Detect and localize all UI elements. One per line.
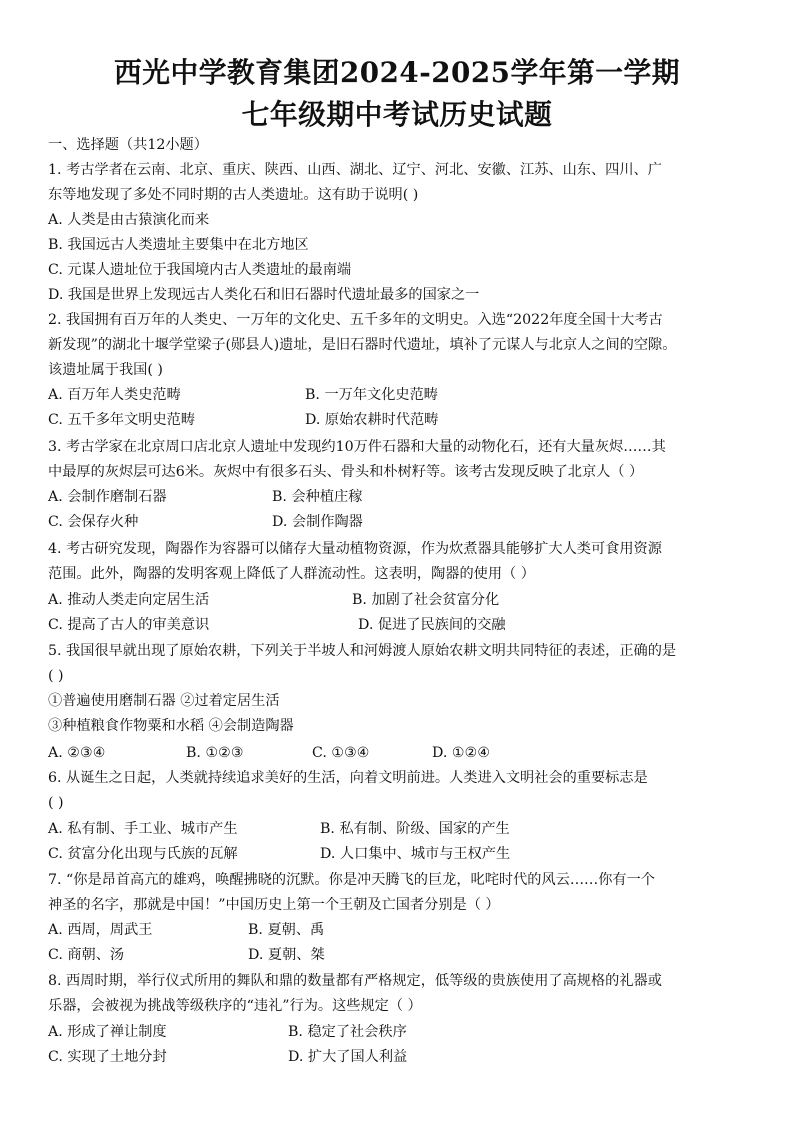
question-6-option-d: D. 人口集中、城市与王权产生	[320, 846, 511, 862]
question-5-option-c: C. ①③④	[312, 745, 370, 761]
question-4-option-c: C. 提高了古人的审美意识	[48, 617, 210, 633]
question-5-line-2: ( )	[48, 668, 64, 684]
question-2-line-1: 2. 我国拥有百万年的人类史、一万年的文化史、五千多年的文明史。入选“2022年度全国十大考古	[48, 312, 663, 328]
question-8-line-2: 乐器，会被视为挑战等级秩序的“违礼”行为。这些规定（ ）	[48, 998, 422, 1014]
question-8-option-d: D. 扩大了国人利益	[288, 1049, 408, 1065]
question-7-line-1: 7. “你是昂首高亢的雄鸡，唤醒拂晓的沉默。你是冲天腾飞的巨龙，叱咤时代的风云……你有一个	[48, 872, 655, 888]
question-2-option-b: B. 一万年文化史范畴	[305, 387, 438, 403]
question-2-option-c: C. 五千多年文明史范畴	[48, 412, 196, 428]
question-4-option-b: B. 加剧了社会贫富分化	[352, 592, 500, 608]
question-5-line-1: 5. 我国很早就出现了原始农耕，下列关于半坡人和河姆渡人原始农耕文明共同特征的表述，正确的是	[48, 643, 677, 659]
question-4-line-2: 范围。此外，陶器的发明客观上降低了人群流动性。这表明，陶器的使用（ ）	[48, 566, 535, 582]
question-2-option-a: A. 百万年人类史范畴	[48, 387, 181, 403]
question-3-option-b: B. 会种植庄稼	[272, 489, 363, 505]
question-1-line-2: 东等地发现了多处不同时期的古人类遗址。这有助于说明( )	[48, 187, 419, 203]
question-6-option-c: C. 贫富分化出现与氏族的瓦解	[48, 846, 238, 862]
question-8-option-c: C. 实现了土地分封	[48, 1049, 167, 1065]
question-1-line-1: 1. 考古学者在云南、北京、重庆、陕西、山西、湖北、辽宁、河北、安徽、江苏、山东、四川、广	[48, 162, 662, 178]
question-1-option-a: A. 人类是由古猿演化而来	[48, 212, 210, 228]
question-2-line-3: 该遗址属于我国( )	[48, 362, 163, 378]
question-8-option-a: A. 形成了禅让制度	[48, 1024, 167, 1040]
question-6-line-2: ( )	[48, 795, 64, 811]
question-7-line-2: 神圣的名字，那就是中国！”中国历史上第一个王朝及亡国者分别是（ ）	[48, 897, 500, 913]
question-2-option-d: D. 原始农耕时代范畴	[305, 412, 439, 428]
question-5-option-b: B. ①②③	[186, 745, 244, 761]
question-6-line-1: 6. 从诞生之日起，人类就持续追求美好的生活，向着文明前进。人类进入文明社会的重要标志是	[48, 770, 648, 786]
section-heading: 一、选择题（共12小题）	[48, 137, 208, 153]
question-7-option-b: B. 夏朝、禹	[248, 922, 325, 938]
question-5-option-d: D. ①②④	[432, 745, 491, 761]
question-3-option-d: D. 会制作陶器	[272, 514, 363, 530]
question-7-option-a: A. 西周，周武王	[48, 922, 153, 938]
exam-title-line2: 七年级期中考试历史试题	[241, 98, 553, 131]
question-3-option-a: A. 会制作磨制石器	[48, 489, 167, 505]
question-3-line-1: 3. 考古学家在北京周口店北京人遗址中发现约10万件石器和大量的动物化石，还有大量灰烬……其	[48, 439, 666, 455]
question-7-option-d: D. 夏朝、桀	[248, 947, 325, 963]
question-4-option-d: D. 促进了民族间的交融	[358, 617, 506, 633]
question-3-line-2: 中最厚的灰烬层可达6米。灰烬中有很多石头、骨头和朴树籽等。该考古发现反映了北京人（ ）	[48, 464, 644, 480]
question-4-line-1: 4. 考古研究发现，陶器作为容器可以储存大量动植物资源，作为炊煮器具能够扩大人类可食用资源	[48, 541, 662, 557]
question-1-option-c: C. 元谋人遗址位于我国境内古人类遗址的最南端	[48, 262, 352, 278]
question-8-option-b: B. 稳定了社会秩序	[288, 1024, 407, 1040]
question-5-option-a: A. ②③④	[48, 745, 106, 761]
question-1-option-b: B. 我国远古人类遗址主要集中在北方地区	[48, 237, 309, 253]
question-8-line-1: 8. 西周时期，举行仪式所用的舞队和鼎的数量都有严格规定，低等级的贵族使用了高规格的礼器或	[48, 973, 662, 989]
question-3-option-c: C. 会保存火种	[48, 514, 139, 530]
question-5-statements-2: ③种植粮食作物粟和水稻 ④会制造陶器	[48, 718, 294, 734]
question-7-option-c: C. 商朝、汤	[48, 947, 125, 963]
question-2-line-2: 新发现”的湖北十堰学堂梁子(郧县人)遗址，是旧石器时代遗址，填补了元谋人与北京人之间的空隙。	[48, 337, 677, 353]
question-4-option-a: A. 推动人类走向定居生活	[48, 592, 210, 608]
question-5-statements-1: ①普遍使用磨制石器 ②过着定居生活	[48, 693, 280, 709]
question-6-option-a: A. 私有制、手工业、城市产生	[48, 821, 238, 837]
question-1-option-d: D. 我国是世界上发现远古人类化石和旧石器时代遗址最多的国家之一	[48, 287, 480, 303]
exam-title-line1: 西光中学教育集团2024-2025学年第一学期	[114, 56, 680, 89]
question-6-option-b: B. 私有制、阶级、国家的产生	[320, 821, 510, 837]
